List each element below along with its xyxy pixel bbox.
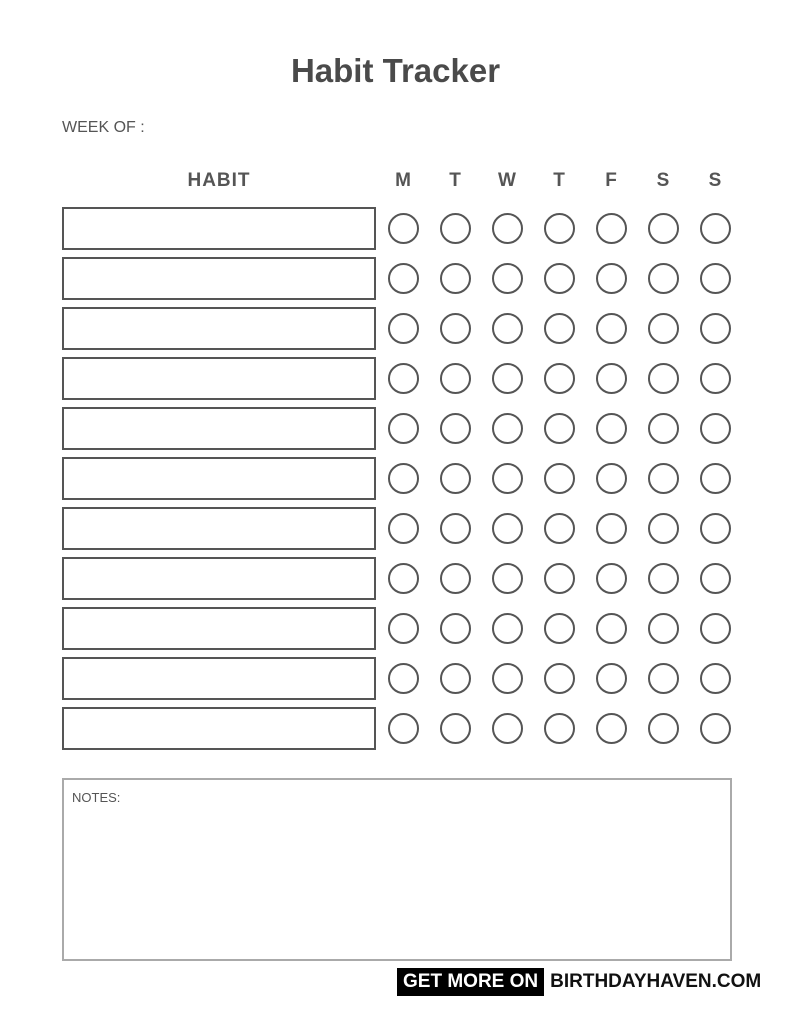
day-checkbox[interactable] [596,513,627,544]
day-checkbox[interactable] [544,363,575,394]
day-checkbox[interactable] [440,663,471,694]
habit-column-header: HABIT [187,170,251,191]
day-checkbox[interactable] [648,513,679,544]
day-checkbox[interactable] [700,313,731,344]
day-checkbox[interactable] [388,713,419,744]
habit-input[interactable] [62,307,376,350]
day-checkbox[interactable] [492,513,523,544]
habit-input[interactable] [62,507,376,550]
day-checkbox[interactable] [700,613,731,644]
day-checkbox[interactable] [492,713,523,744]
day-checkbox[interactable] [700,213,731,244]
day-checkbox[interactable] [388,313,419,344]
day-checkbox[interactable] [492,313,523,344]
day-checkbox[interactable] [700,363,731,394]
day-checkbox[interactable] [544,213,575,244]
day-checkbox[interactable] [596,213,627,244]
day-header: W [498,170,516,191]
day-checkbox[interactable] [544,613,575,644]
day-checkbox[interactable] [492,263,523,294]
day-header: S [656,170,670,191]
habit-input[interactable] [62,607,376,650]
day-checkbox[interactable] [648,313,679,344]
week-of-label: WEEK OF : [62,119,145,136]
day-checkbox[interactable] [492,613,523,644]
day-checkbox[interactable] [596,313,627,344]
day-checkbox[interactable] [440,413,471,444]
day-checkbox[interactable] [700,713,731,744]
footer-banner[interactable] [397,968,761,996]
day-checkbox[interactable] [388,413,419,444]
day-checkbox[interactable] [596,613,627,644]
day-checkbox[interactable] [492,663,523,694]
day-checkbox[interactable] [596,413,627,444]
day-checkbox[interactable] [544,413,575,444]
day-checkbox[interactable] [440,713,471,744]
day-header: T [449,170,461,191]
day-checkbox[interactable] [648,613,679,644]
day-checkbox[interactable] [440,363,471,394]
day-checkbox[interactable] [492,413,523,444]
day-checkbox[interactable] [596,363,627,394]
day-checkbox[interactable] [544,563,575,594]
habit-input[interactable] [62,457,376,500]
day-checkbox[interactable] [648,463,679,494]
day-checkbox[interactable] [700,413,731,444]
day-checkbox[interactable] [440,613,471,644]
day-header: T [553,170,565,191]
day-checkbox[interactable] [544,313,575,344]
day-checkbox[interactable] [492,213,523,244]
day-checkbox[interactable] [700,263,731,294]
day-checkbox[interactable] [700,663,731,694]
day-checkbox[interactable] [700,463,731,494]
day-checkbox[interactable] [388,563,419,594]
notes-box[interactable] [62,778,732,961]
day-checkbox[interactable] [596,563,627,594]
day-checkbox[interactable] [544,263,575,294]
day-checkbox[interactable] [648,413,679,444]
footer-site[interactable]: BIRTHDAYHAVEN.COM [550,971,762,992]
day-checkbox[interactable] [544,663,575,694]
habit-input[interactable] [62,207,376,250]
day-checkbox[interactable] [648,563,679,594]
habit-input[interactable] [62,407,376,450]
day-checkbox[interactable] [648,363,679,394]
day-checkbox[interactable] [492,363,523,394]
habit-input[interactable] [62,557,376,600]
day-checkbox[interactable] [648,663,679,694]
day-checkbox[interactable] [596,463,627,494]
day-checkbox[interactable] [440,563,471,594]
day-checkbox[interactable] [388,363,419,394]
day-checkbox[interactable] [492,463,523,494]
page-title: Habit Tracker [290,52,501,89]
day-checkbox[interactable] [544,463,575,494]
day-checkbox[interactable] [700,563,731,594]
notes-label: NOTES: [72,790,121,805]
day-checkbox[interactable] [492,563,523,594]
day-header: F [605,170,617,191]
day-checkbox[interactable] [596,663,627,694]
footer-cta: GET MORE ON [397,968,544,996]
day-checkbox[interactable] [388,463,419,494]
day-checkbox[interactable] [440,263,471,294]
day-checkbox[interactable] [648,263,679,294]
day-checkbox[interactable] [440,513,471,544]
day-checkbox[interactable] [648,213,679,244]
day-checkbox[interactable] [700,513,731,544]
day-checkbox[interactable] [596,713,627,744]
day-checkbox[interactable] [596,263,627,294]
day-checkbox[interactable] [544,713,575,744]
day-checkbox[interactable] [440,463,471,494]
day-checkbox[interactable] [388,513,419,544]
day-header: S [708,170,722,191]
day-checkbox[interactable] [440,313,471,344]
habit-input[interactable] [62,707,376,750]
day-header: M [395,170,411,191]
habit-input[interactable] [62,257,376,300]
habit-input[interactable] [62,357,376,400]
day-checkbox[interactable] [648,713,679,744]
habit-input[interactable] [62,657,376,700]
day-checkbox[interactable] [388,613,419,644]
day-checkbox[interactable] [544,513,575,544]
day-checkbox[interactable] [440,213,471,244]
day-checkbox[interactable] [388,663,419,694]
day-checkbox[interactable] [388,263,419,294]
day-checkbox[interactable] [388,213,419,244]
